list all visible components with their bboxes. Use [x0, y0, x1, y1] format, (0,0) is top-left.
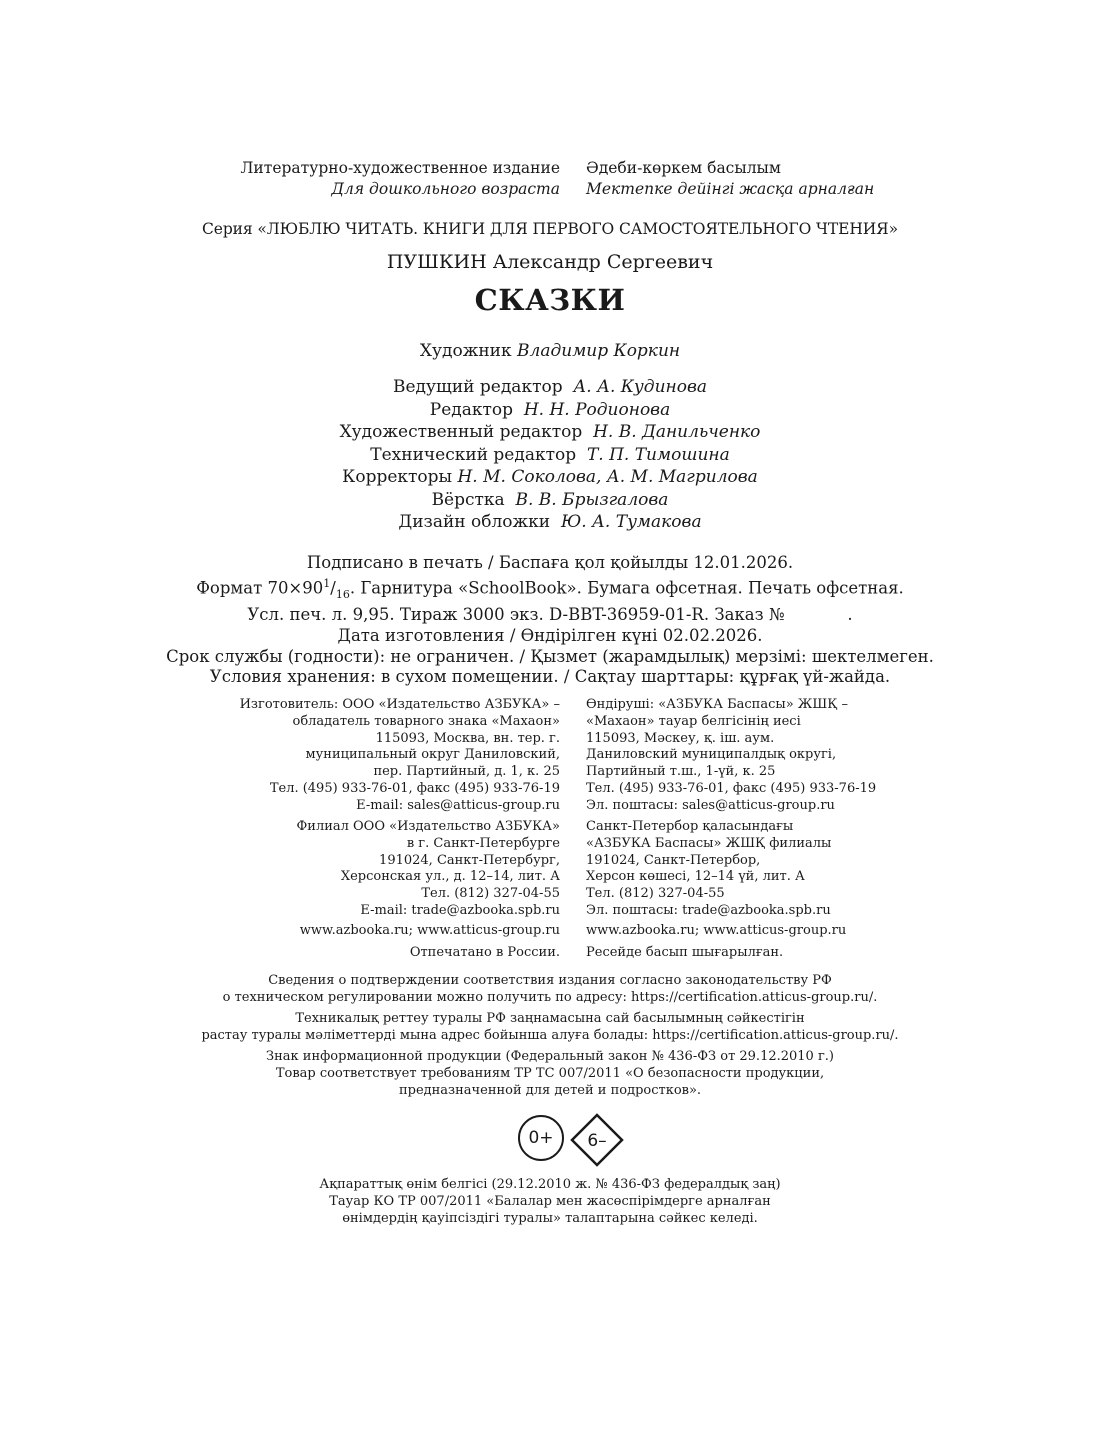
credit-role: Вёрстка	[431, 489, 505, 510]
age-rating-badges	[518, 1113, 630, 1165]
credit-role: Дизайн обложки	[398, 512, 551, 532]
printed-in-kz: Ресейде басып шығарылған.	[586, 945, 784, 960]
info-kz-line: Тауар КО ТР 007/2011 «Балалар мен жасөспірімдерге арналған	[329, 1194, 771, 1209]
info-kz-line: Ақпараттық өнім белгісі (29.12.2010 ж. № 436-ФЗ федералдық заң)	[319, 1177, 781, 1192]
edition-type-ru: Литературно-художественное издание	[240, 159, 560, 177]
credit-name: Т. П. Тимошина	[586, 444, 730, 465]
artist-role: Художник	[419, 341, 512, 361]
format-line: Формат $70\times 90^1/_{16}$. Гарнитура «SchoolBook». Бумага офсетная. Печать офсетная.	[196, 576, 904, 601]
website-kz: www.azbooka.ru; www.atticus-group.ru	[586, 923, 847, 938]
print-info	[0, 553, 1100, 688]
credit-line	[0, 444, 1100, 467]
volume-line: Усл. печ. л. 9,95. Тираж 3000 экз. D-BBT-36959-01-R. Заказ № .	[247, 605, 853, 625]
service-life-line: Срок службы (годности): не ограничен. / Қызмет (жарамдылық) мерзімі: шектелмеген.	[166, 646, 934, 666]
credit-role: Корректоры	[342, 467, 453, 487]
age-group-kz: Мектепке дейінгі жасқа арналған	[586, 180, 875, 198]
manufacturer-ru: Изготовитель: ООО «Издательство АЗБУКА» – обладатель товарного знака «Махаон» 115093, Москва, вн. тер. г. муниципальный округ Даниловский, пер. Партийный, д. 1, к. 25 Тел. (495) 933-76-01, факс (495) 933-76-19 E-mail: sales@atticus-group.ru	[239, 697, 560, 813]
credit-role: Редактор	[429, 399, 514, 420]
cert-kz-line: Техникалық реттеу туралы РФ заңнамасына сай басылымның сәйкестігін	[295, 1011, 805, 1026]
printed-in-ru: Отпечатано в России.	[409, 945, 560, 960]
cert-ru-line: Сведения о подтверждении соответствия издания согласно законодательству РФ	[268, 973, 832, 988]
credit-name: Н. М. Соколова, А. М. Магрилова	[457, 467, 758, 487]
age-6-minus-label: 6–	[587, 1131, 607, 1151]
credit-line	[0, 421, 1100, 444]
cert-ru-line: о техническом регулировании можно получить по адресу: https://certification.atticus-group.ru/.	[222, 990, 878, 1005]
edition-header-ru	[240, 158, 560, 200]
legal-notes	[0, 972, 1100, 1099]
age-0-plus-badge: 0+	[518, 1115, 564, 1161]
credit-line	[0, 489, 1100, 512]
signed-line: Подписано в печать / Баспаға қол қойылды 12.01.2026.	[306, 553, 794, 572]
credit-role: Ведущий редактор	[393, 377, 563, 397]
credit-name: Ю. А. Тумакова	[560, 512, 702, 532]
series-line: Серия «ЛЮБЛЮ ЧИТАТЬ. КНИГИ ДЛЯ ПЕРВОГО САМОСТОЯТЕЛЬНОГО ЧТЕНИЯ»	[202, 220, 898, 238]
credit-name: Н. Н. Родионова	[523, 399, 671, 420]
artist-name: Владимир Коркин	[517, 341, 681, 361]
website-ru: www.azbooka.ru; www.atticus-group.ru	[299, 923, 560, 938]
credits-list	[0, 376, 1100, 534]
credit-line	[0, 399, 1100, 422]
edition-type-kz: Әдеби-көркем басылым	[586, 159, 781, 177]
credit-name: А. А. Кудинова	[573, 377, 707, 397]
info-ru-line: Товар соответствует требованиям ТР ТС 007/2011 «О безопасности продукции,	[275, 1066, 825, 1081]
credit-line	[0, 376, 1100, 399]
info-notes-kz	[0, 1176, 1100, 1227]
made-date-line: Дата изготовления / Өндірілген күні 02.02.2026.	[337, 625, 763, 645]
age-6-minus-badge	[570, 1113, 624, 1167]
info-kz-line: өнімдердің қауіпсіздігі туралы» талаптарына сәйкес келеді.	[342, 1211, 758, 1226]
credit-name: В. В. Брызгалова	[515, 489, 669, 510]
credit-role: Художественный редактор	[339, 422, 583, 442]
manufacturer-kz: Өндіруші: «АЗБУКА Баспасы» ЖШҚ – «Махаон» тауар белгісінің иесі 115093, Мәскеу, қ. іш. аум. Даниловский муниципалдық округі, Партийный т.ш., 1-үй, к. 25 Тел. (495) 933-76-01, факс (495) 933-76-19 Эл. поштасы: sales@atticus-group.ru	[586, 697, 877, 813]
artist-line	[0, 341, 1100, 361]
branch-kz: Санкт-Петербор қаласындағы «АЗБУКА Баспасы» ЖШҚ филиалы 191024, Санкт-Петербор, Херсон көшесі, 12–14 үй, лит. А Тел. (812) 327-04-55 Эл. поштасы: trade@azbooka.spb.ru	[586, 819, 832, 918]
author-name: ПУШКИН Александр Сергеевич	[386, 251, 714, 273]
age-group-ru: Для дошкольного возраста	[331, 180, 560, 198]
edition-header-kz	[586, 158, 874, 200]
info-ru-line: предназначенной для детей и подростков».	[398, 1083, 702, 1098]
credit-role: Технический редактор	[370, 444, 577, 465]
branch-ru: Филиал ООО «Издательство АЗБУКА» в г. Санкт-Петербурге 191024, Санкт-Петербург, Херсонская ул., д. 12–14, лит. А Тел. (812) 327-04-55 E-mail: trade@azbooka.spb.ru	[296, 819, 560, 918]
storage-line: Условия хранения: в сухом помещении. / Сақтау шарттары: құрғақ үй-жайда.	[209, 667, 891, 687]
info-ru-line: Знак информационной продукции (Федеральный закон № 436-ФЗ от 29.12.2010 г.)	[266, 1049, 834, 1064]
credit-name: Н. В. Данильченко	[593, 422, 761, 442]
cert-kz-line: растау туралы мәліметтерді мына адрес бойынша алуға болады: https://certification.atticus-group.ru/.	[201, 1028, 899, 1043]
credit-line	[0, 511, 1100, 534]
book-title: СКАЗКИ	[474, 283, 626, 317]
credit-line	[0, 466, 1100, 489]
